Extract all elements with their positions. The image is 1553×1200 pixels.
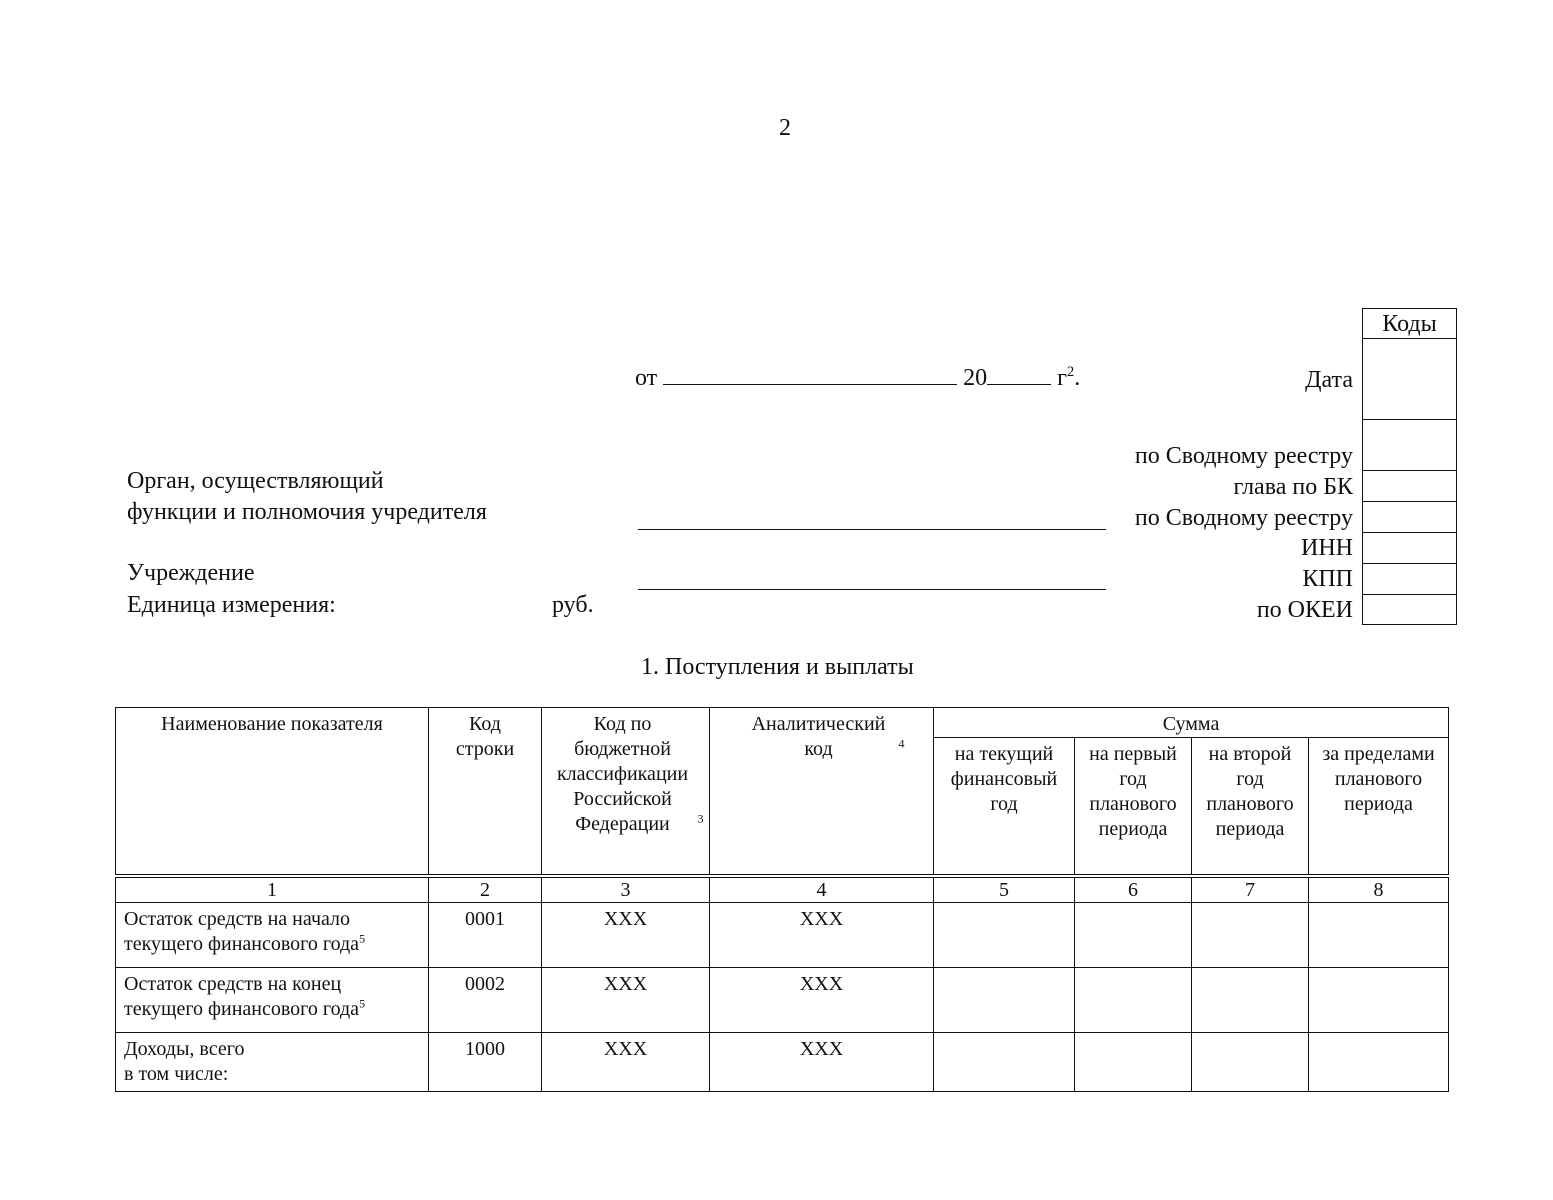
label-inn: ИНН bbox=[1301, 535, 1353, 561]
row-analytic-code: XXX bbox=[710, 903, 934, 968]
row-first-year-cell[interactable] bbox=[1075, 903, 1192, 968]
institution-blank-line[interactable] bbox=[638, 589, 1106, 590]
header-beyond: за пределами планового периода bbox=[1309, 738, 1449, 877]
label-registry-2: по Сводному реестру bbox=[1134, 505, 1353, 531]
organ-label-line2: функции и полномочия учредителя bbox=[127, 499, 487, 525]
date-prefix: от bbox=[635, 365, 658, 391]
header-row-code: Код строки bbox=[429, 708, 542, 877]
table-row bbox=[116, 1033, 1449, 1092]
column-number: 7 bbox=[1192, 876, 1309, 903]
column-number: 2 bbox=[429, 876, 542, 903]
header-second-year: на второй год планового периода bbox=[1192, 738, 1309, 877]
label-date: Дата bbox=[1305, 367, 1353, 393]
row-first-year-cell[interactable] bbox=[1075, 1033, 1192, 1092]
receipts-payments-table bbox=[115, 707, 1449, 1092]
year-blank[interactable] bbox=[987, 362, 1051, 385]
analytic-code-footnote: 4 bbox=[898, 736, 905, 751]
date-blank[interactable] bbox=[663, 362, 957, 385]
row-current-year-cell[interactable] bbox=[934, 1033, 1075, 1092]
row-budget-code: XXX bbox=[542, 1033, 710, 1092]
code-cell-chapter-bk[interactable] bbox=[1362, 470, 1457, 502]
label-okei: по ОКЕИ bbox=[1256, 597, 1353, 623]
row-code: 0001 bbox=[429, 903, 542, 968]
page-number: 2 bbox=[779, 115, 791, 141]
label-chapter-bk: глава по БК bbox=[1233, 474, 1353, 500]
row-current-year-cell[interactable] bbox=[934, 968, 1075, 1033]
column-number: 4 bbox=[710, 876, 934, 903]
row-budget-code: XXX bbox=[542, 968, 710, 1033]
row-budget-code: XXX bbox=[542, 903, 710, 968]
row-name: Остаток средств на начало текущего финансового года$^5$ bbox=[116, 903, 429, 968]
unit-value: руб. bbox=[552, 592, 594, 618]
row-footnote: 5 bbox=[359, 996, 366, 1011]
row-code: 1000 bbox=[429, 1033, 542, 1092]
code-cell-registry-2[interactable] bbox=[1362, 501, 1457, 533]
column-number: 6 bbox=[1075, 876, 1192, 903]
year-footnote: 2 bbox=[1067, 364, 1075, 380]
year-prefix: 20 bbox=[963, 365, 988, 391]
row-name: Остаток средств на конец текущего финансового года$^5$ bbox=[116, 968, 429, 1033]
label-registry-1: по Сводному реестру bbox=[1134, 443, 1353, 469]
column-number: 8 bbox=[1309, 876, 1449, 903]
header-current-year: на текущий финансовый год bbox=[934, 738, 1075, 877]
institution-label: Учреждение bbox=[127, 560, 255, 586]
header-first-year: на первый год планового периода bbox=[1075, 738, 1192, 877]
row-beyond-cell[interactable] bbox=[1309, 968, 1449, 1033]
section-title: 1. Поступления и выплаты bbox=[641, 654, 914, 680]
column-number: 1 bbox=[116, 876, 429, 903]
row-beyond-cell[interactable] bbox=[1309, 903, 1449, 968]
header-name: Наименование показателя bbox=[116, 708, 429, 877]
row-current-year-cell[interactable] bbox=[934, 903, 1075, 968]
code-cell-inn[interactable] bbox=[1362, 532, 1457, 564]
row-code: 0002 bbox=[429, 968, 542, 1033]
budget-code-footnote: 3 bbox=[697, 811, 704, 826]
row-analytic-code: XXX bbox=[710, 968, 934, 1033]
document-date-line bbox=[635, 362, 1080, 392]
row-second-year-cell[interactable] bbox=[1192, 903, 1309, 968]
organ-blank-line[interactable] bbox=[638, 529, 1106, 530]
table-row bbox=[116, 968, 1449, 1033]
organ-label-line1: Орган, осуществляющий bbox=[127, 468, 384, 494]
year-end: . bbox=[1074, 365, 1081, 391]
row-second-year-cell[interactable] bbox=[1192, 968, 1309, 1033]
row-name: Доходы, всего в том числе: bbox=[116, 1033, 429, 1092]
row-footnote: 5 bbox=[359, 931, 366, 946]
column-number: 5 bbox=[934, 876, 1075, 903]
row-second-year-cell[interactable] bbox=[1192, 1033, 1309, 1092]
table-row bbox=[116, 903, 1449, 968]
row-analytic-code: XXX bbox=[710, 1033, 934, 1092]
row-beyond-cell[interactable] bbox=[1309, 1033, 1449, 1092]
header-analytic-code: Аналитический код $^4$ bbox=[710, 708, 934, 877]
year-suffix: г bbox=[1057, 365, 1068, 391]
code-cell-registry-1[interactable] bbox=[1362, 419, 1457, 471]
code-cell-kpp[interactable] bbox=[1362, 563, 1457, 595]
label-kpp: КПП bbox=[1302, 566, 1353, 592]
header-budget-code: Код по бюджетной классификации Российской Федерации $^3$ bbox=[542, 708, 710, 877]
code-cell-okei[interactable] bbox=[1362, 594, 1457, 625]
column-number: 3 bbox=[542, 876, 710, 903]
header-sum: Сумма bbox=[934, 708, 1449, 738]
row-first-year-cell[interactable] bbox=[1075, 968, 1192, 1033]
code-cell-date[interactable] bbox=[1362, 338, 1457, 420]
unit-label: Единица измерения: bbox=[127, 592, 336, 618]
codes-header: Коды bbox=[1362, 308, 1457, 339]
